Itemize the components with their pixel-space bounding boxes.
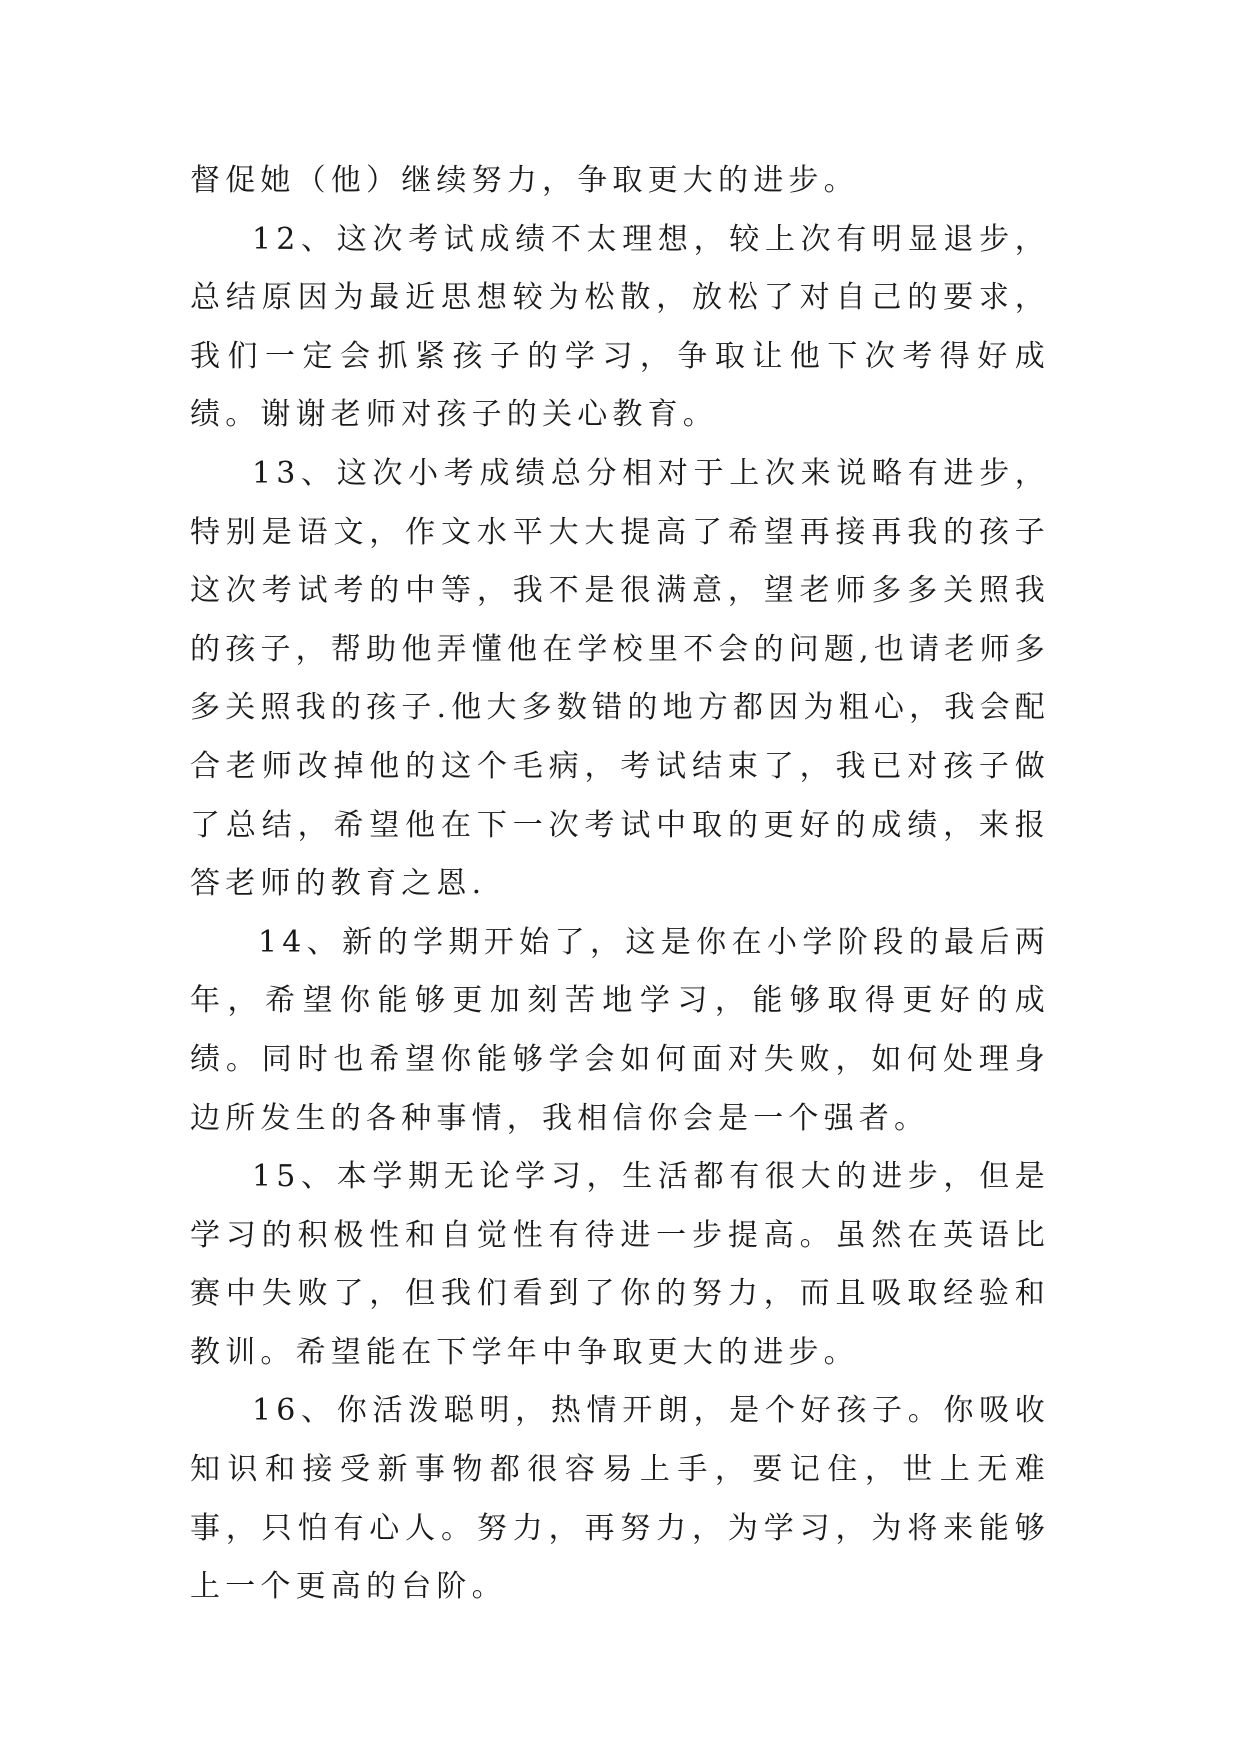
paragraph-item-12: 12、这次考试成绩不太理想，较上次有明显退步，总结原因为最近思想较为松散，放松了对自己的要求，我们一定会抓紧孩子的学习，争取让他下次考得好成绩。谢谢老师对孩子的关心教育。 — [190, 221, 1050, 433]
paragraph-item-16: 16、你活泼聪明，热情开朗，是个好孩子。你吸收知识和接受新事物都很容易上手，要记住，世上无难事，只怕有心人。努力，再努力，为学习，为将来能够上一个更高的台阶。 — [190, 1393, 1050, 1605]
paragraph-item-13: 13、这次小考成绩总分相对于上次来说略有进步，特别是语文，作文水平大大提高了希望再接再我的孩子这次考试考的中等，我不是很满意，望老师多多关照我的孩子，帮助他弄懂他在学校里不会的问题,也请老师多多关照我的孩子.他大多数错的地方都因为粗心，我会配合老师改掉他的这个毛病，考试结束了，我已对孩子做了总结，希望他在下一次考试中取的更好的成绩，来报答老师的教育之恩. — [190, 455, 1050, 902]
document-body — [190, 152, 1050, 1617]
paragraph-item-15: 15、本学期无论学习，生活都有很大的进步，但是学习的积极性和自觉性有待进一步提高。虽然在英语比赛中失败了，但我们看到了你的努力，而且吸取经验和教训。希望能在下学年中争取更大的进步。 — [190, 1159, 1050, 1370]
paragraph-continuation: 督促她（他）继续努力，争取更大的进步。 — [190, 163, 859, 198]
paragraph-item-14: 14、新的学期开始了，这是你在小学阶段的最后两年，希望你能够更加刻苦地学习，能够取得更好的成绩。同时也希望你能够学会如何面对失败，如何处理身边所发生的各种事情，我相信你会是一个强者。 — [190, 924, 1050, 1136]
